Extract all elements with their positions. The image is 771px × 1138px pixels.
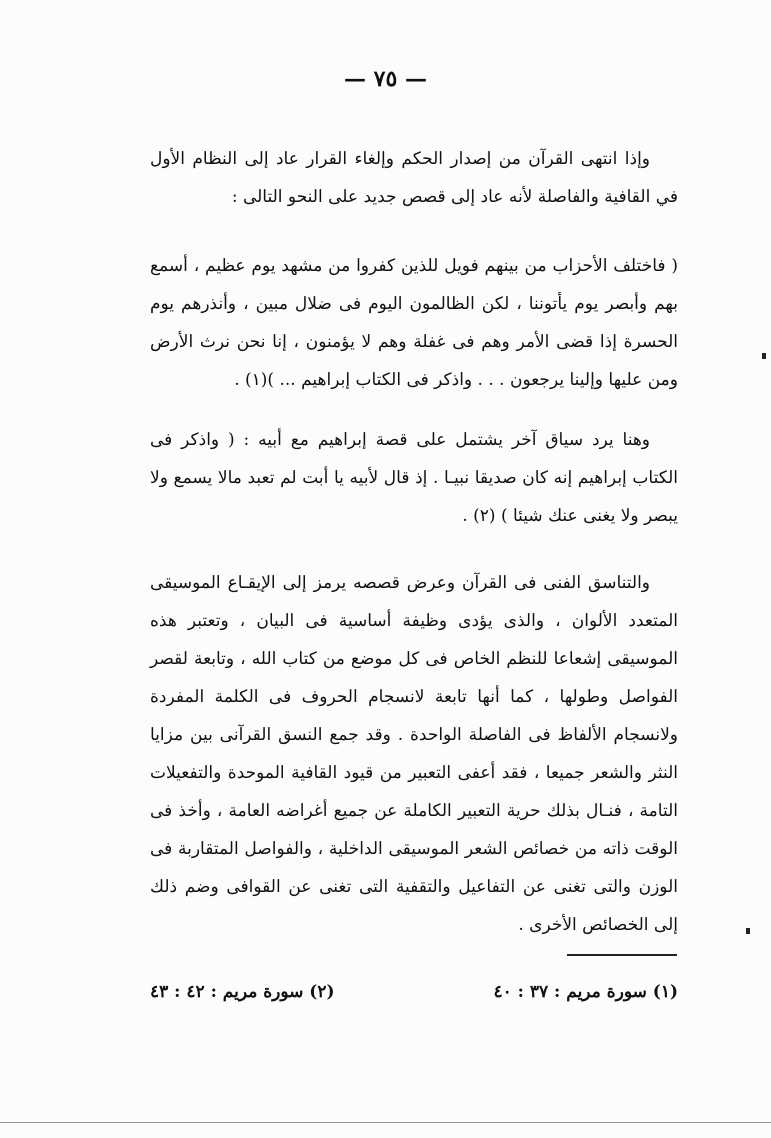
footnote-separator [567,954,677,956]
footnotes [150,982,678,1002]
scan-speck [762,353,766,359]
paragraph-quranic-quote: ( فاختلف الأحزاب من بينهم فويل للذين كفروا من مشهد يوم عظيم ، أسمع بهم وأبصر يوم يأتوننا ، لكن الظالمون اليوم فى ضلال مبين ، وأنذرهم يوم الحسرة إذا قضى الأمر وهم فى غفلة وهم لا يؤمنون ، إنا نحن نرث الأرض ومن عليها وإلينا يرجعون . . . واذكر فى الكتاب إبراهيم ... )(١) . [150,256,678,390]
paragraph-intro: وإذا انتهى القرآن من إصدار الحكم وإلغاء القرار عاد إلى النظام الأول في القافية والفاصلة لأنه عاد إلى قصص جديد على النحو التالى : [150,149,678,207]
scan-speck [746,928,750,934]
footnote-1: (١) سورة مريم : ٣٧ : ٤٠ [493,982,678,1002]
paragraph-musical-harmony: والتناسق الفنى فى القرآن وعرض قصصه يرمز إلى الإيقـاع الموسيقى المتعدد الألوان ، والذى يؤدى وظيفة أساسية فى البيان ، وتعتبر هذه الموسيقى إشعاعا للنظم الخاص فى كل موضع من كتاب الله ، وتابعة لقصر الفواصل وطولها ، كما أنها تابعة لانسجام الحروف فى الكلمة المفردة ولانسجام الألفاظ فى الفاصلة الواحدة . وقد جمع النسق القرآنى بين مزايا النثر والشعر جميعا ، فقد أعفى التعبير من قيود القافية الموحدة والتفعيلات التامة ، فنـال بذلك حرية التعبير الكاملة عن جميع أغراضه العامة ، وأخذ فى الوقت ذاته من خصائص الشعر الموسيقى الداخلية ، والفواصل المتقاربة فى الوزن والتى تغنى عن التفاعيل والتقفية التى تغنى عن القوافى وضم ذلك إلى الخصائص الأخرى . [150,573,678,935]
page-number: — ٧٥ — [344,66,427,92]
footnote-2: (٢) سورة مريم : ٤٢ : ٤٣ [150,982,335,1002]
page-edge-line [0,1122,771,1123]
paragraph-ibrahim-story: وهنا يرد سياق آخر يشتمل على قصة إبراهيم مع أبيه : ( واذكر فى الكتاب إبراهيم إنه كان صديقا نبيـا . إذ قال لأبيه يا أبت لم تعبد مالا يسمع ولا يبصر ولا يغنى عنك شيئا ) (٢) . [150,430,678,526]
